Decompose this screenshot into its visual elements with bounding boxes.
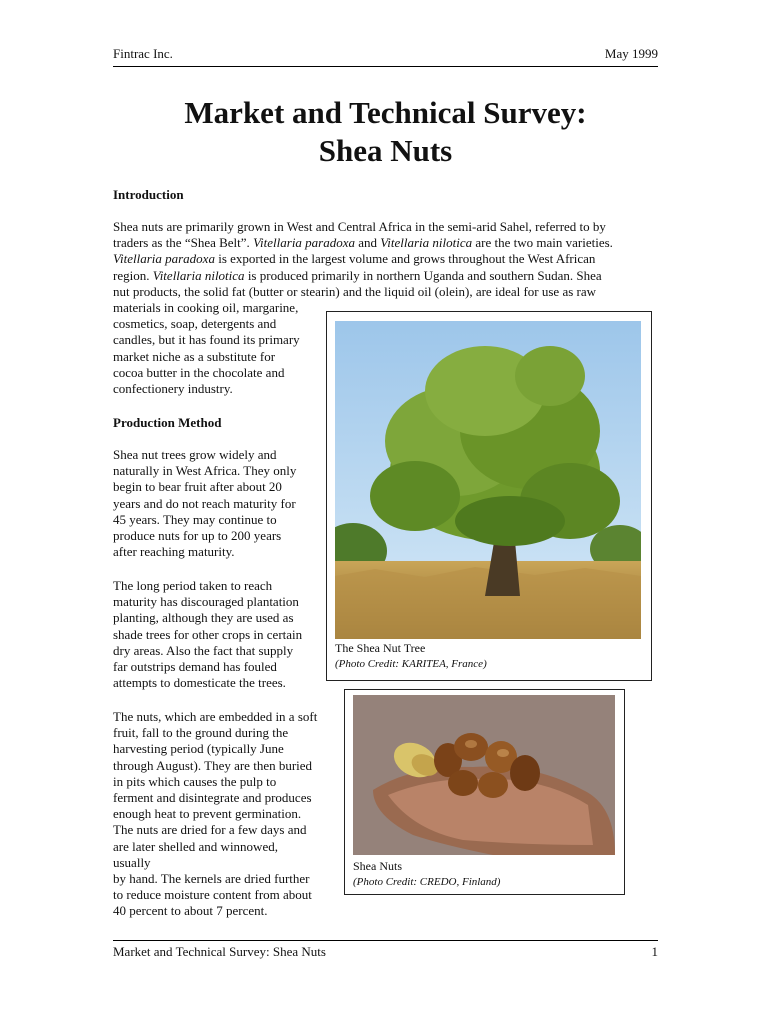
text-line: maturity has discouraged plantation <box>113 594 299 610</box>
text-line: by hand. The kernels are dried further <box>113 871 310 887</box>
shea-tree-photo <box>335 321 641 639</box>
text-line: Vitellaria paradoxa is exported in the largest volume and grows throughout the West African <box>113 251 596 267</box>
text-line: naturally in West Africa. They only <box>113 463 297 479</box>
text-line: cosmetics, soap, detergents and <box>113 316 277 332</box>
text-line: Shea nuts are primarily grown in West and Central Africa in the semi-arid Sahel, referred to by <box>113 219 606 234</box>
text-line: The nuts are dried for a few days and <box>113 822 307 838</box>
production-paragraph-2 <box>113 578 318 691</box>
page-number: 1 <box>651 944 658 959</box>
document-title <box>113 94 658 170</box>
text-line: traders as the “Shea Belt”. Vitellaria paradoxa and Vitellaria nilotica are the two main varieties. <box>113 235 613 251</box>
section-heading-production: Production Method <box>113 415 222 430</box>
text-line: materials in cooking oil, margarine, <box>113 300 299 315</box>
figure-caption: The Shea Nut Tree <box>335 641 426 655</box>
production-paragraph-1 <box>113 447 318 560</box>
text-line: produce nuts for up to 200 years <box>113 528 282 544</box>
text-line: begin to bear fruit after about 20 <box>113 479 282 495</box>
text-line: market niche as a substitute for <box>113 348 276 364</box>
text-line: candles, but it has found its primary <box>113 332 300 348</box>
text-line: 40 percent to about 7 percent. <box>113 903 268 919</box>
page-footer <box>113 940 658 960</box>
text-line: dry areas. Also the fact that supply <box>113 642 294 658</box>
text-line: nut products, the solid fat (butter or stearin) and the liquid oil (olein), are ideal for use as raw <box>113 283 597 299</box>
header-date: May 1999 <box>604 46 658 61</box>
intro-paragraph <box>113 219 658 300</box>
section-heading-introduction: Introduction <box>113 187 184 202</box>
text-line: enough heat to prevent germination. <box>113 806 302 822</box>
text-line: 45 years. They may continue to <box>113 511 277 527</box>
figure-credit: (Photo Credit: CREDO, Finland) <box>353 876 501 888</box>
text-line: in pits which causes the pulp to <box>113 773 277 789</box>
text-line: Shea nut trees grow widely and <box>113 447 277 462</box>
text-line: The long period taken to reach <box>113 578 273 593</box>
text-line: harvesting period (typically June <box>113 741 284 757</box>
title-line-1: Market and Technical Survey: <box>184 95 587 130</box>
text-line: through August). They are then buried <box>113 757 313 773</box>
title-line-2: Shea Nuts <box>318 133 453 168</box>
footer-title: Market and Technical Survey: Shea Nuts <box>113 944 326 959</box>
page-header <box>113 46 658 67</box>
intro-paragraph-continued <box>113 300 318 397</box>
text-line: ferment and disintegrate and produces <box>113 790 312 806</box>
text-line: cocoa butter in the chocolate and <box>113 364 285 380</box>
text-line: confectionery industry. <box>113 381 233 397</box>
figure-credit: (Photo Credit: KARITEA, France) <box>335 658 487 670</box>
text-line: attempts to domesticate the trees. <box>113 675 286 691</box>
text-line: fruit, fall to the ground during the <box>113 725 289 741</box>
text-line: far outstrips demand has fouled <box>113 659 277 675</box>
figure-shea-tree <box>326 311 652 681</box>
header-org: Fintrac Inc. <box>113 46 173 61</box>
text-line: are later shelled and winnowed, usually <box>113 838 278 870</box>
shea-nuts-photo <box>353 695 615 855</box>
text-line: years and do not reach maturity for <box>113 495 296 511</box>
figure-caption: Shea Nuts <box>353 859 402 873</box>
text-line: after reaching maturity. <box>113 544 235 560</box>
figure-shea-nuts <box>344 689 625 895</box>
text-line: region. Vitellaria nilotica is produced primarily in northern Uganda and southern Sudan. Shea <box>113 267 602 283</box>
text-line: shade trees for other crops in certain <box>113 626 303 642</box>
text-line: planting, although they are used as <box>113 610 294 626</box>
text-line: to reduce moisture content from about <box>113 887 312 903</box>
production-paragraph-3 <box>113 709 318 920</box>
text-line: The nuts, which are embedded in a soft <box>113 709 318 724</box>
